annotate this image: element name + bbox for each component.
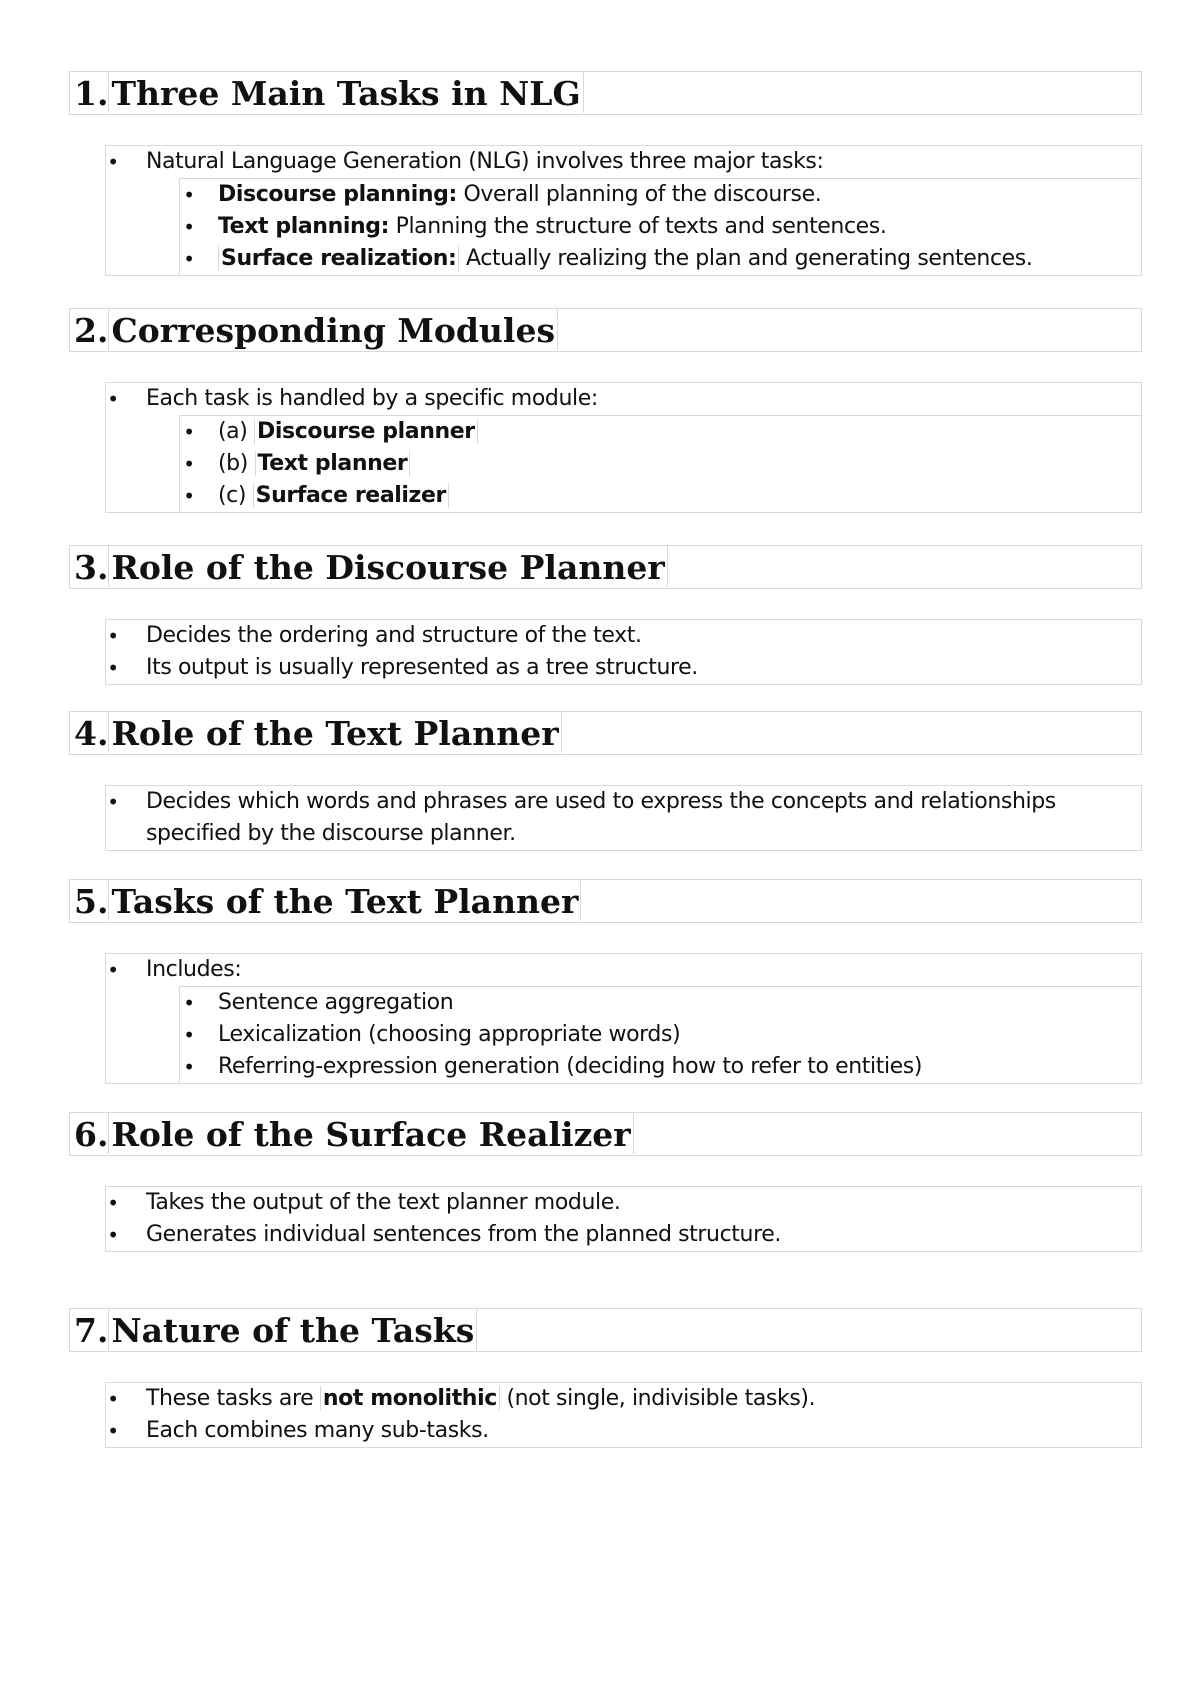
- sub-list: [179, 178, 1141, 275]
- list-item: [106, 786, 1141, 850]
- section-number: 7.: [74, 1311, 109, 1350]
- section-title: Nature of the Tasks: [108, 1309, 477, 1350]
- section-title: Role of the Text Planner: [108, 712, 561, 753]
- list-item-text: [218, 448, 1121, 480]
- section-number: 2.: [74, 311, 109, 350]
- list-item: [106, 146, 1141, 178]
- list-item-text: Decides the ordering and structure of the text.: [146, 623, 642, 648]
- bullet-list: [105, 785, 1142, 851]
- bullet-list: [105, 1186, 1142, 1252]
- list-item-text: [218, 416, 1121, 448]
- list-item-text: [146, 1383, 1121, 1415]
- list-item-text: Includes:: [146, 957, 242, 982]
- section-title: Tasks of the Text Planner: [108, 880, 581, 921]
- list-item: [180, 448, 1141, 480]
- section-title: Role of the Surface Realizer: [108, 1113, 633, 1154]
- list-item: [106, 1415, 1141, 1447]
- section-heading: [69, 1112, 1142, 1156]
- term: Text planning:: [218, 214, 389, 239]
- bullet-icon: •: [107, 1191, 119, 1215]
- bullet-icon: •: [183, 484, 195, 508]
- list-item-text: [218, 480, 1121, 512]
- list-item-text: Generates individual sentences from the planned structure.: [146, 1222, 781, 1247]
- list-item: [180, 1051, 1141, 1083]
- list-item: [106, 954, 1141, 986]
- bullet-icon: •: [183, 183, 195, 207]
- list-item-text: Each task is handled by a specific module:: [146, 386, 598, 411]
- list-item: [180, 211, 1141, 243]
- term: Surface realization:: [218, 246, 459, 271]
- list-item: [180, 416, 1141, 448]
- section-title: Three Main Tasks in NLG: [108, 72, 583, 113]
- bullet-icon: •: [107, 150, 119, 174]
- section-heading: [69, 711, 1142, 755]
- section-number: 1.: [74, 74, 109, 113]
- section-number: 6.: [74, 1115, 109, 1154]
- list-item: [106, 1219, 1141, 1251]
- bullet-icon: •: [183, 215, 195, 239]
- bullet-icon: •: [183, 1055, 195, 1079]
- list-item-text: Lexicalization (choosing appropriate words): [218, 1022, 681, 1047]
- section-heading: [69, 545, 1142, 589]
- section-number: 5.: [74, 882, 109, 921]
- list-item: [180, 987, 1141, 1019]
- item-prefix: (a): [218, 419, 255, 444]
- bullet-icon: •: [183, 452, 195, 476]
- list-item: [106, 652, 1141, 684]
- bullet-list: [105, 619, 1142, 685]
- bullet-icon: •: [183, 1023, 195, 1047]
- list-item-text: [218, 211, 1121, 243]
- list-item-text: Takes the output of the text planner module.: [146, 1190, 621, 1215]
- list-item: [106, 1187, 1141, 1219]
- list-item-text: Natural Language Generation (NLG) involves three major tasks:: [146, 149, 824, 174]
- item-prefix: (b): [218, 451, 255, 476]
- list-item-text: Each combines many sub-tasks.: [146, 1418, 489, 1443]
- bullet-list: [105, 953, 1142, 1084]
- bullet-icon: •: [183, 247, 195, 271]
- list-item-text: Its output is usually represented as a tree structure.: [146, 655, 698, 680]
- term: Discourse planning:: [218, 182, 457, 207]
- section-title: Corresponding Modules: [108, 309, 558, 350]
- section-heading: [69, 71, 1142, 115]
- bullet-list: [105, 145, 1142, 276]
- text-before: These tasks are: [146, 1386, 320, 1411]
- description: Planning the structure of texts and sentences.: [388, 214, 887, 239]
- bullet-list: [105, 382, 1142, 513]
- text-after: (not single, indivisible tasks).: [499, 1386, 816, 1411]
- list-item: [180, 179, 1141, 211]
- module-name: Discourse planner: [254, 419, 478, 444]
- section-heading: [69, 308, 1142, 352]
- module-name: Text planner: [255, 451, 411, 476]
- section-number: 4.: [74, 714, 109, 753]
- list-item: [180, 1019, 1141, 1051]
- bullet-icon: •: [183, 420, 195, 444]
- section-number: 3.: [74, 548, 109, 587]
- list-item: [180, 243, 1141, 275]
- bullet-icon: •: [107, 387, 119, 411]
- list-item-text: [218, 179, 1121, 211]
- bullet-icon: •: [107, 1223, 119, 1247]
- list-item: [106, 1383, 1141, 1415]
- item-prefix: (c): [218, 483, 253, 508]
- sub-list: [179, 415, 1141, 512]
- list-item-text: Sentence aggregation: [218, 990, 454, 1015]
- list-item-text: Referring-expression generation (deciding how to refer to entities): [218, 1054, 923, 1079]
- bullet-icon: •: [107, 790, 119, 814]
- bullet-icon: •: [107, 1387, 119, 1411]
- section-heading: [69, 879, 1142, 923]
- emphasis: not monolithic: [320, 1386, 500, 1411]
- bullet-icon: •: [107, 958, 119, 982]
- list-item: [106, 620, 1141, 652]
- section-heading: [69, 1308, 1142, 1352]
- list-item: [180, 480, 1141, 512]
- bullet-icon: •: [183, 991, 195, 1015]
- module-name: Surface realizer: [253, 483, 449, 508]
- bullet-list: [105, 1382, 1142, 1448]
- list-item: [106, 383, 1141, 415]
- description: Actually realizing the plan and generating sentences.: [459, 246, 1033, 271]
- sub-list: [179, 986, 1141, 1083]
- list-item-text: Decides which words and phrases are used to express the concepts and relationships specified by the discourse planner.: [146, 789, 1056, 846]
- section-title: Role of the Discourse Planner: [108, 546, 667, 587]
- description: Overall planning of the discourse.: [456, 182, 822, 207]
- bullet-icon: •: [107, 656, 119, 680]
- list-item-text: [218, 243, 1121, 275]
- bullet-icon: •: [107, 1419, 119, 1443]
- bullet-icon: •: [107, 624, 119, 648]
